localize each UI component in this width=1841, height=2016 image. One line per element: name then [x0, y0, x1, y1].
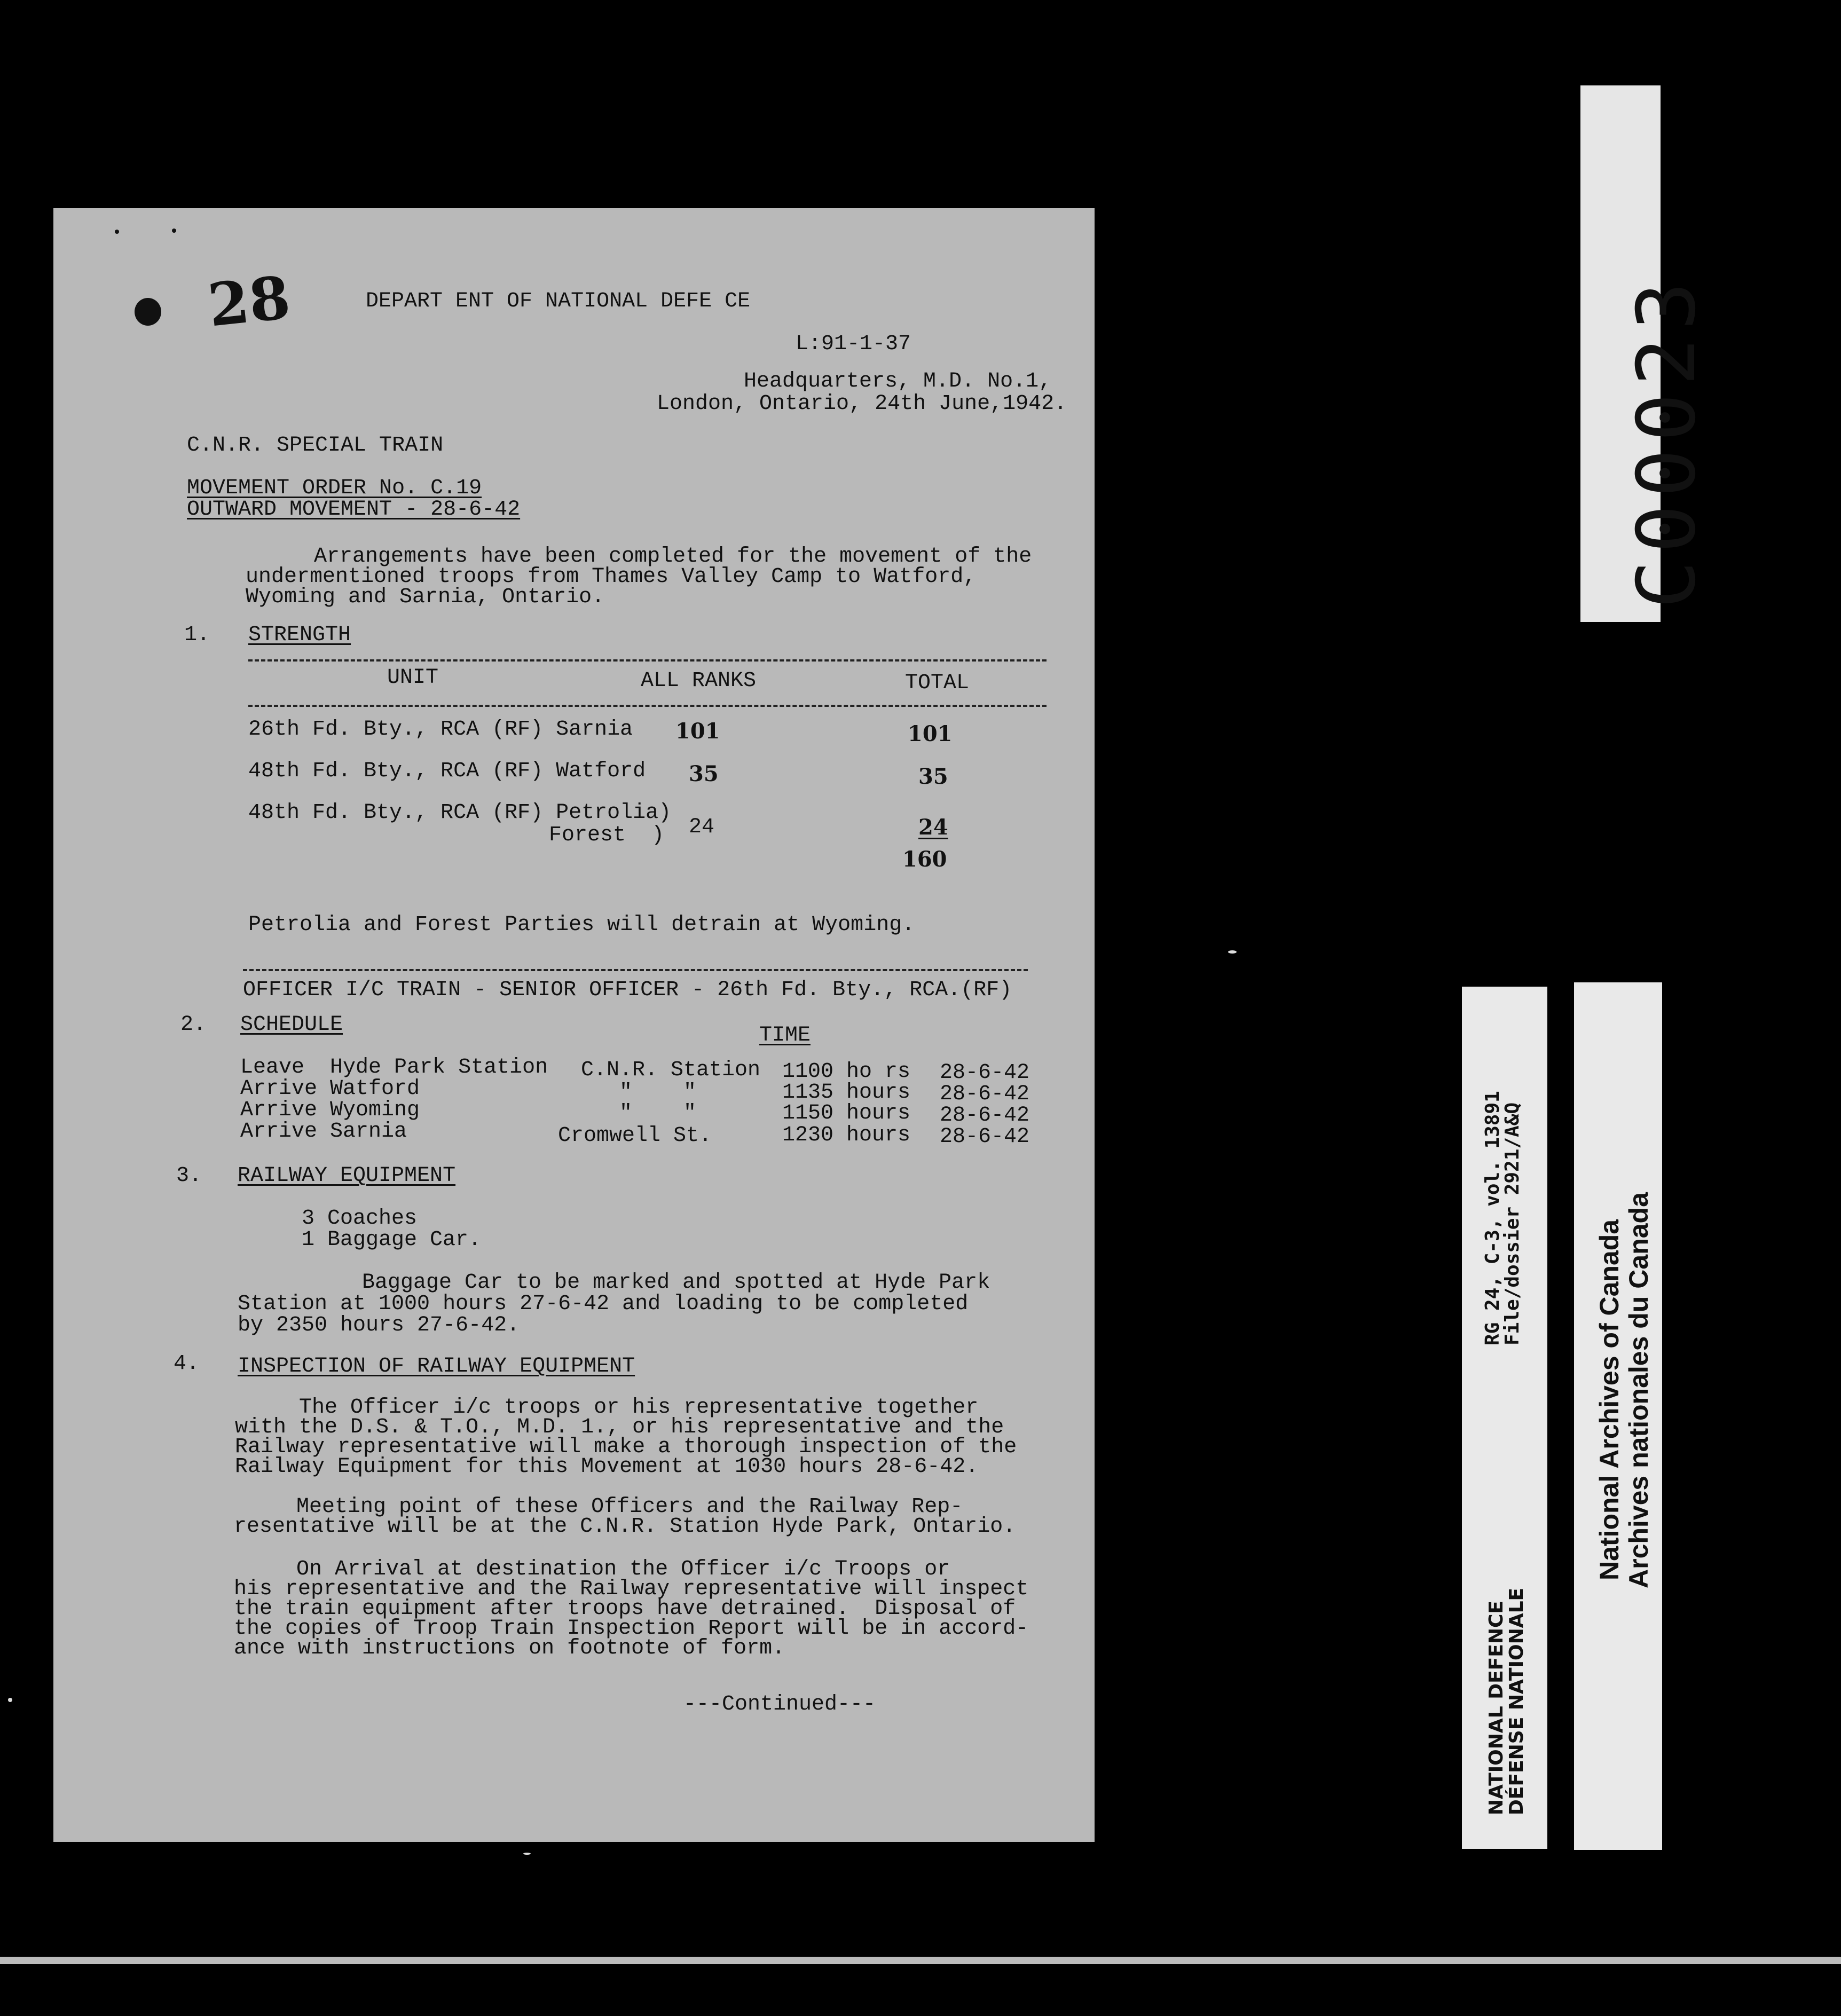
intro-line-1: Arrangements have been completed for the movement of the — [314, 545, 1032, 569]
table-row-unit: 48th Fd. Bty., RCA (RF) Petrolia) — [248, 801, 672, 825]
schedule-row-time: 1150 hours — [782, 1101, 911, 1125]
table-row-ranks: 24 — [689, 815, 715, 839]
film-speck — [1228, 950, 1237, 954]
equipment-item: 3 Coaches — [302, 1207, 418, 1231]
table-row-unit: 26th Fd. Bty., RCA (RF) Sarnia — [248, 718, 633, 742]
section-heading-strength: STRENGTH — [248, 623, 351, 647]
table-row-unit: 48th Fd. Bty., RCA (RF) Watford — [248, 759, 646, 783]
movement-order-number: MOVEMENT ORDER No. C.19 — [187, 476, 482, 500]
film-edge — [0, 1957, 1841, 1964]
section-number: 2. — [180, 1013, 207, 1037]
schedule-row-place: " " — [619, 1081, 697, 1105]
table-row-ranks: 35 — [689, 761, 719, 786]
inspection-para-2-line: Meeting point of these Officers and the Railway Rep- — [296, 1495, 963, 1519]
archives-french: Archives nationales du Canada — [1624, 1192, 1654, 1588]
table-row-unit-continued: Forest ) — [549, 823, 665, 847]
film-speck — [523, 1853, 531, 1855]
schedule-row-date: 28-6-42 — [940, 1061, 1030, 1085]
department-heading: DEPART ENT OF NATIONAL DEFE CE — [366, 289, 751, 313]
speck-mark — [172, 229, 176, 233]
section-heading-schedule: SCHEDULE — [240, 1013, 343, 1037]
inspection-para-1-line: with the D.S. & T.O., M.D. 1., or his representative and the — [235, 1415, 1004, 1439]
reference-line-1: RG 24, C-3, vol. 13891 — [1482, 1091, 1504, 1345]
column-header-all-ranks: ALL RANKS — [641, 669, 757, 693]
time-heading: TIME — [759, 1023, 811, 1048]
document-page — [53, 208, 1095, 1842]
baggage-line-2: Station at 1000 hours 27-6-42 and loading to be completed — [238, 1292, 969, 1316]
grand-total: 160 — [902, 847, 947, 872]
fonds-line-1: NATIONAL DEFENCE — [1485, 1600, 1507, 1815]
schedule-row-action: Arrive Watford — [240, 1077, 420, 1101]
inspection-para-3-line: his representative and the Railway representative will inspect — [234, 1577, 1029, 1601]
punch-hole — [135, 298, 161, 326]
intro-line-2: undermentioned troops from Thames Valley Camp to Watford, — [246, 565, 977, 589]
section-number: 4. — [174, 1352, 200, 1376]
schedule-row-action: Arrive Sarnia — [240, 1120, 407, 1144]
baggage-line-1: Baggage Car to be marked and spotted at Hyde Park — [362, 1271, 990, 1295]
table-rule-bottom — [248, 705, 1047, 707]
inspection-para-1-line: Railway representative will make a thorough inspection of the — [235, 1435, 1017, 1459]
frame-code-text: C00023 — [1620, 274, 1713, 609]
baggage-line-3: by 2350 hours 27-6-42. — [238, 1313, 520, 1337]
schedule-row-action: Leave Hyde Park Station — [240, 1056, 548, 1080]
table-rule-top — [248, 659, 1047, 662]
handwritten-page-number: 28 — [204, 263, 294, 340]
inspection-para-2-line: resentative will be at the C.N.R. Station Hyde Park, Ontario. — [234, 1515, 1016, 1539]
schedule-row-place: " " — [619, 1101, 697, 1125]
section-number: 3. — [176, 1164, 202, 1188]
schedule-row-time: 1230 hours — [782, 1123, 911, 1147]
inspection-para-1-line: The Officer i/c troops or his representative together — [299, 1396, 979, 1420]
column-header-unit: UNIT — [387, 666, 439, 690]
inspection-para-3-line: the train equipment after troops have detrained. Disposal of — [234, 1597, 1016, 1621]
officer-rule — [243, 969, 1028, 971]
detrain-note: Petrolia and Forest Parties will detrain at Wyoming. — [248, 913, 915, 937]
film-speck — [8, 1698, 12, 1702]
inspection-para-3-line: ance with instructions on footnote of form. — [234, 1636, 785, 1660]
schedule-row-place: C.N.R. Station — [581, 1058, 761, 1082]
section-heading-railway-equipment: RAILWAY EQUIPMENT — [238, 1164, 456, 1188]
inspection-para-3-line: the copies of Troop Train Inspection Report will be in accord- — [234, 1617, 1029, 1641]
schedule-row-place: Cromwell St. — [558, 1124, 712, 1148]
speck-mark — [115, 230, 119, 234]
table-row-ranks: 101 — [675, 719, 720, 744]
reference-line-2: File/dossier 2921/A&Q — [1501, 1102, 1523, 1345]
equipment-item: 1 Baggage Car. — [302, 1228, 482, 1252]
table-row-total: 101 — [908, 721, 953, 746]
table-row-total: 35 — [918, 764, 948, 789]
schedule-row-date: 28-6-42 — [940, 1125, 1030, 1149]
schedule-row-time: 1135 hours — [782, 1081, 911, 1105]
file-reference: L:91-1-37 — [796, 332, 911, 356]
schedule-row-date: 28-6-42 — [940, 1104, 1030, 1128]
schedule-row-action: Arrive Wyoming — [240, 1098, 420, 1122]
schedule-row-date: 28-6-42 — [940, 1082, 1030, 1106]
inspection-para-3-line: On Arrival at destination the Officer i/c Troops or — [296, 1557, 950, 1581]
table-row-total: 24 — [918, 815, 948, 840]
hq-line-2: London, Ontario, 24th June,1942. — [657, 392, 1067, 416]
inspection-para-1-line: Railway Equipment for this Movement at 1030 hours 28-6-42. — [235, 1455, 979, 1479]
hq-line-1: Headquarters, M.D. No.1, — [744, 369, 1052, 393]
section-number: 1. — [184, 623, 210, 647]
intro-line-3: Wyoming and Sarnia, Ontario. — [246, 585, 605, 609]
column-header-total: TOTAL — [905, 671, 970, 695]
archives-english: National Archives of Canada — [1594, 1219, 1624, 1580]
fonds-line-2: DÉFENSE NATIONALE — [1506, 1587, 1528, 1815]
continued-marker: ---Continued--- — [683, 1692, 876, 1716]
schedule-row-time: 1100 ho rs — [782, 1060, 911, 1084]
officer-in-charge: OFFICER I/C TRAIN - SENIOR OFFICER - 26th Fd. Bty., RCA.(RF) — [243, 978, 1012, 1002]
movement-date: OUTWARD MOVEMENT - 28-6-42 — [187, 498, 521, 522]
train-title: C.N.R. SPECIAL TRAIN — [187, 434, 444, 458]
section-heading-inspection: INSPECTION OF RAILWAY EQUIPMENT — [238, 1354, 635, 1379]
